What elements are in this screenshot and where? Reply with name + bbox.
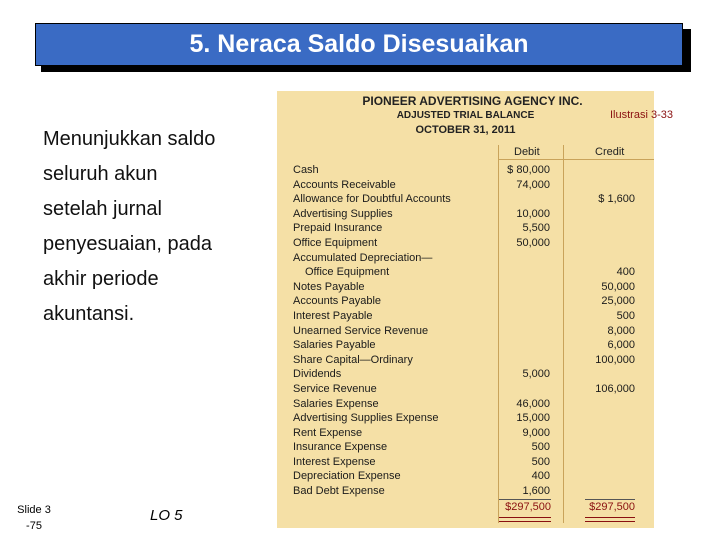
table-row xyxy=(277,178,654,193)
credit-double-underline xyxy=(585,517,635,522)
credit-header: Credit xyxy=(595,146,625,158)
body-line: penyesuaian, pada xyxy=(43,233,213,255)
credit-amount: 400 xyxy=(616,266,635,279)
account-name: Accounts Payable xyxy=(293,295,382,308)
account-name: Office Equipment xyxy=(293,236,378,249)
illustration-label: Ilustrasi 3-33 xyxy=(610,109,673,121)
total-credit: $297,500 xyxy=(589,501,635,513)
account-name: Accumulated Depreciation— xyxy=(293,251,433,264)
body-line: setelah jurnal xyxy=(43,198,162,220)
debit-amount: 46,000 xyxy=(516,397,550,410)
credit-amount: 50,000 xyxy=(601,280,635,293)
table-row xyxy=(277,484,654,499)
account-name: Bad Debt Expense xyxy=(293,485,385,498)
body-line: akuntansi. xyxy=(43,303,135,325)
table-row xyxy=(277,280,654,295)
debit-amount: 10,000 xyxy=(516,207,550,220)
account-name: Insurance Expense xyxy=(293,441,388,454)
table-row xyxy=(277,338,654,353)
body-text xyxy=(43,122,273,332)
table-row xyxy=(277,426,654,441)
learning-objective-label: LO 5 xyxy=(150,507,183,524)
slide-number-line: -75 xyxy=(26,520,42,532)
account-name: Unearned Service Revenue xyxy=(293,324,429,337)
table-row xyxy=(277,367,654,382)
table-row xyxy=(277,397,654,412)
slide-title xyxy=(35,23,683,66)
credit-amount: 500 xyxy=(616,309,635,322)
credit-amount: 106,000 xyxy=(595,382,635,395)
table-row xyxy=(277,382,654,397)
account-name: Office Equipment xyxy=(305,266,390,279)
slide-number-line: Slide 3 xyxy=(17,504,51,516)
account-name: Interest Payable xyxy=(293,309,373,322)
table-row xyxy=(277,455,654,470)
trial-balance-rows xyxy=(277,163,654,499)
credit-amount: 25,000 xyxy=(601,295,635,308)
account-name: Interest Expense xyxy=(293,455,376,468)
account-name: Depreciation Expense xyxy=(293,470,401,483)
debit-amount: 500 xyxy=(531,455,550,468)
account-name: Advertising Supplies Expense xyxy=(293,412,439,425)
account-name: Accounts Receivable xyxy=(293,178,396,191)
statement-date: OCTOBER 31, 2011 xyxy=(415,124,516,136)
table-row xyxy=(277,251,654,266)
body-line: akhir periode xyxy=(43,268,159,290)
debit-amount: 74,000 xyxy=(516,178,550,191)
account-name: Notes Payable xyxy=(293,280,365,293)
account-name: Share Capital—Ordinary xyxy=(293,353,413,366)
body-line: seluruh akun xyxy=(43,163,158,185)
account-name: Rent Expense xyxy=(293,426,363,439)
account-name: Advertising Supplies xyxy=(293,207,393,220)
credit-total-rule xyxy=(585,499,635,500)
table-row xyxy=(277,236,654,251)
debit-amount: 5,000 xyxy=(522,368,550,381)
account-name: Cash xyxy=(293,164,319,176)
header-rule xyxy=(498,159,654,160)
statement-name: ADJUSTED TRIAL BALANCE xyxy=(396,110,535,121)
body-line: Menunjukkan saldo xyxy=(43,128,216,150)
credit-amount: 8,000 xyxy=(607,324,635,337)
table-row xyxy=(277,221,654,236)
slide-title-text: 5. Neraca Saldo Disesuaikan xyxy=(189,30,529,58)
table-row xyxy=(277,163,654,178)
debit-amount: 9,000 xyxy=(522,426,550,439)
debit-amount: 1,600 xyxy=(522,485,550,498)
debit-header: Debit xyxy=(514,146,540,158)
table-row xyxy=(277,411,654,426)
table-row xyxy=(277,192,654,207)
credit-amount: 100,000 xyxy=(595,353,635,366)
table-row xyxy=(277,294,654,309)
table-row xyxy=(277,265,654,280)
total-debit: $297,500 xyxy=(505,501,551,513)
company-name: PIONEER ADVERTISING AGENCY INC. xyxy=(362,94,583,108)
debit-amount: 5,500 xyxy=(522,222,550,235)
table-row xyxy=(277,207,654,222)
debit-amount: 50,000 xyxy=(516,236,550,249)
account-name: Allowance for Doubtful Accounts xyxy=(293,193,451,206)
account-name: Salaries Payable xyxy=(293,339,376,352)
account-name: Prepaid Insurance xyxy=(293,222,383,235)
debit-total-rule xyxy=(499,499,551,500)
debit-double-underline xyxy=(499,517,551,522)
slide-number xyxy=(14,502,54,534)
debit-amount: 500 xyxy=(531,441,550,454)
credit-amount: 6,000 xyxy=(607,339,635,352)
account-name: Service Revenue xyxy=(293,382,377,395)
adjusted-trial-balance xyxy=(277,91,654,528)
table-row xyxy=(277,440,654,455)
debit-amount: 15,000 xyxy=(516,412,550,425)
credit-amount: $ 1,600 xyxy=(598,193,635,206)
debit-amount: 400 xyxy=(531,470,550,483)
table-row xyxy=(277,353,654,368)
table-row xyxy=(277,324,654,339)
account-name: Dividends xyxy=(293,368,342,381)
account-name: Salaries Expense xyxy=(293,397,379,410)
table-row xyxy=(277,469,654,484)
debit-amount: $ 80,000 xyxy=(507,164,550,176)
table-row xyxy=(277,309,654,324)
